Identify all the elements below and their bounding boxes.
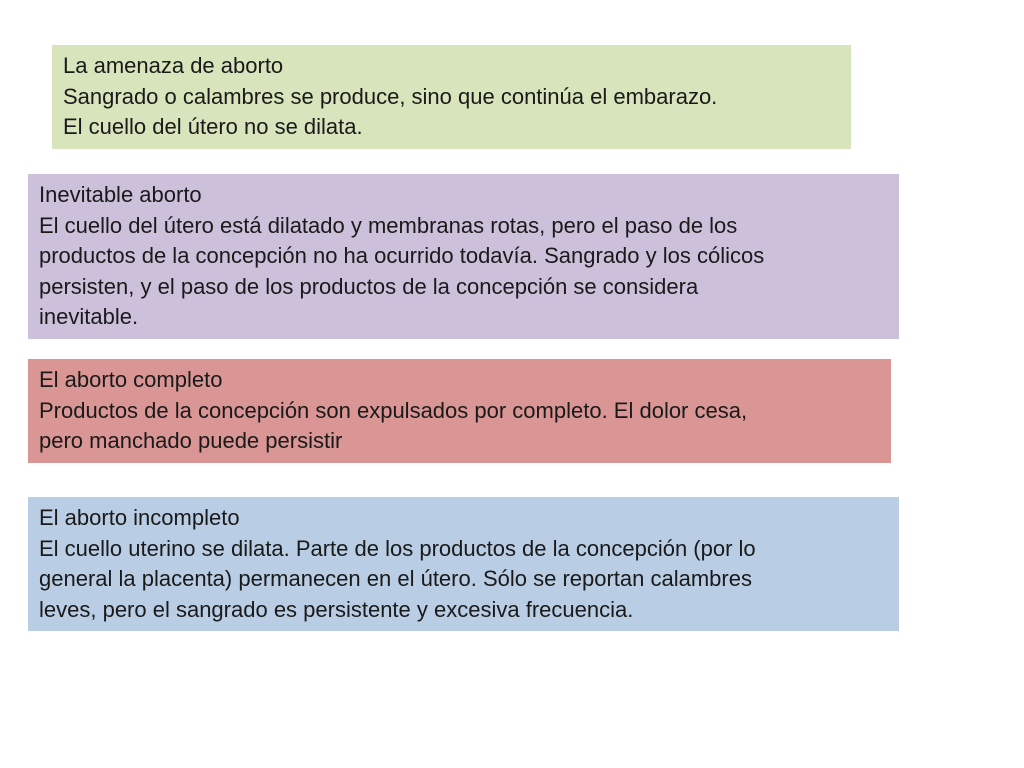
box-text-line: persisten, y el paso de los productos de la concepción se considera (39, 273, 699, 299)
box-text-line: inevitable. (39, 304, 139, 329)
box-text-line: El cuello del útero no se dilata. (63, 114, 363, 139)
box-text-line: general la placenta) permanecen en el útero. Sólo se reportan calambres (39, 566, 752, 591)
box-text-line: El cuello del útero está dilatado y membranas rotas, pero el paso de los (39, 212, 738, 238)
box-title: El aborto incompleto (39, 505, 240, 530)
threatened-abortion-box (52, 45, 851, 149)
incomplete-abortion-box (28, 497, 899, 631)
box-text-line: El cuello uterino se dilata. Parte de los productos de la concepción (por lo (39, 535, 756, 561)
box-text-line: productos de la concepción no ha ocurrido todavía. Sangrado y los cólicos (39, 243, 765, 268)
complete-abortion-box (28, 359, 891, 463)
box-text-line: pero manchado puede persistir (39, 428, 343, 453)
box-text-line: leves, pero el sangrado es persistente y excesiva frecuencia. (39, 596, 634, 622)
box-text-line: Sangrado o calambres se produce, sino que continúa el embarazo. (63, 83, 718, 109)
box-title: Inevitable aborto (39, 182, 202, 207)
box-title: El aborto completo (39, 367, 223, 392)
inevitable-abortion-box (28, 174, 899, 339)
box-text-line: Productos de la concepción son expulsados por completo. El dolor cesa, (39, 397, 748, 423)
box-title: La amenaza de aborto (63, 53, 284, 78)
